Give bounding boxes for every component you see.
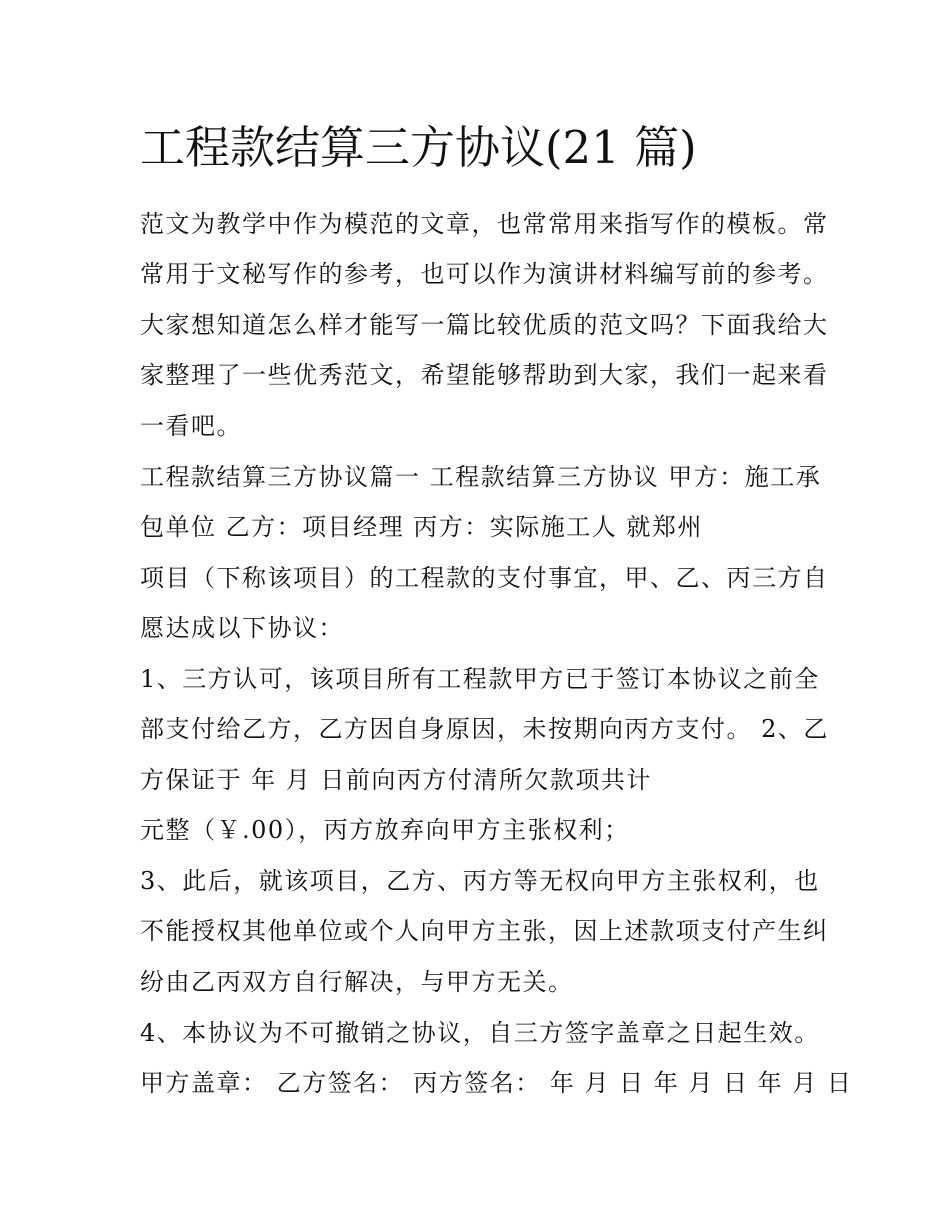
intro-line-4: 家整理了一些优秀范文，希望能够帮助到大家，我们一起来看 — [140, 361, 829, 389]
clause-4-line: 4、本协议为不可撤销之协议，自三方签字盖章之日起生效。 — [140, 1019, 820, 1047]
clause-3-line-2: 不能授权其他单位或个人向甲方主张，因上述款项支付产生纠 — [140, 917, 829, 945]
intro-line-3: 大家想知道怎么样才能写一篇比较优质的范文吗？下面我给大 — [140, 311, 829, 339]
agreement-preamble-line-1: 项目（下称该项目）的工程款的支付事宜，甲、乙、丙三方自 — [140, 564, 829, 592]
clause-3-line-3: 纷由乙丙双方自行解决，与甲方无关。 — [140, 968, 574, 996]
intro-line-1: 范文为教学中作为模范的文章，也常常用来指写作的模板。常 — [140, 210, 829, 238]
clause-2-line-2: 元整（￥.00），丙方放弃向甲方主张权利； — [140, 816, 630, 844]
document-title: 工程款结算三方协议(21 篇) — [140, 121, 697, 174]
intro-line-2: 常用于文秘写作的参考，也可以作为演讲材料编写前的参考。 — [140, 260, 829, 288]
clause-2-line-1: 方保证于 年 月 日前向丙方付清所欠款项共计 — [140, 766, 652, 794]
clause-3-line-1: 3、此后，就该项目，乙方、丙方等无权向甲方主张权利，也 — [140, 867, 820, 895]
intro-line-5: 一看吧。 — [140, 412, 242, 440]
agreement-preamble-line-2: 愿达成以下协议： — [140, 614, 344, 642]
agreement-heading-line-2: 包单位 乙方：项目经理 丙方：实际施工人 就郑州 — [140, 513, 703, 541]
clause-1-line-2: 部支付给乙方，乙方因自身原因，未按期向丙方支付。 2、乙 — [140, 715, 829, 743]
clause-1-line-1: 1、三方认可，该项目所有工程款甲方已于签订本协议之前全 — [140, 665, 820, 693]
agreement-heading-line-1: 工程款结算三方协议篇一 工程款结算三方协议 甲方：施工承 — [140, 463, 822, 491]
signature-line: 甲方盖章： 乙方签名： 丙方签名： 年 月 日 年 月 日 年 月 日 — [140, 1069, 853, 1097]
